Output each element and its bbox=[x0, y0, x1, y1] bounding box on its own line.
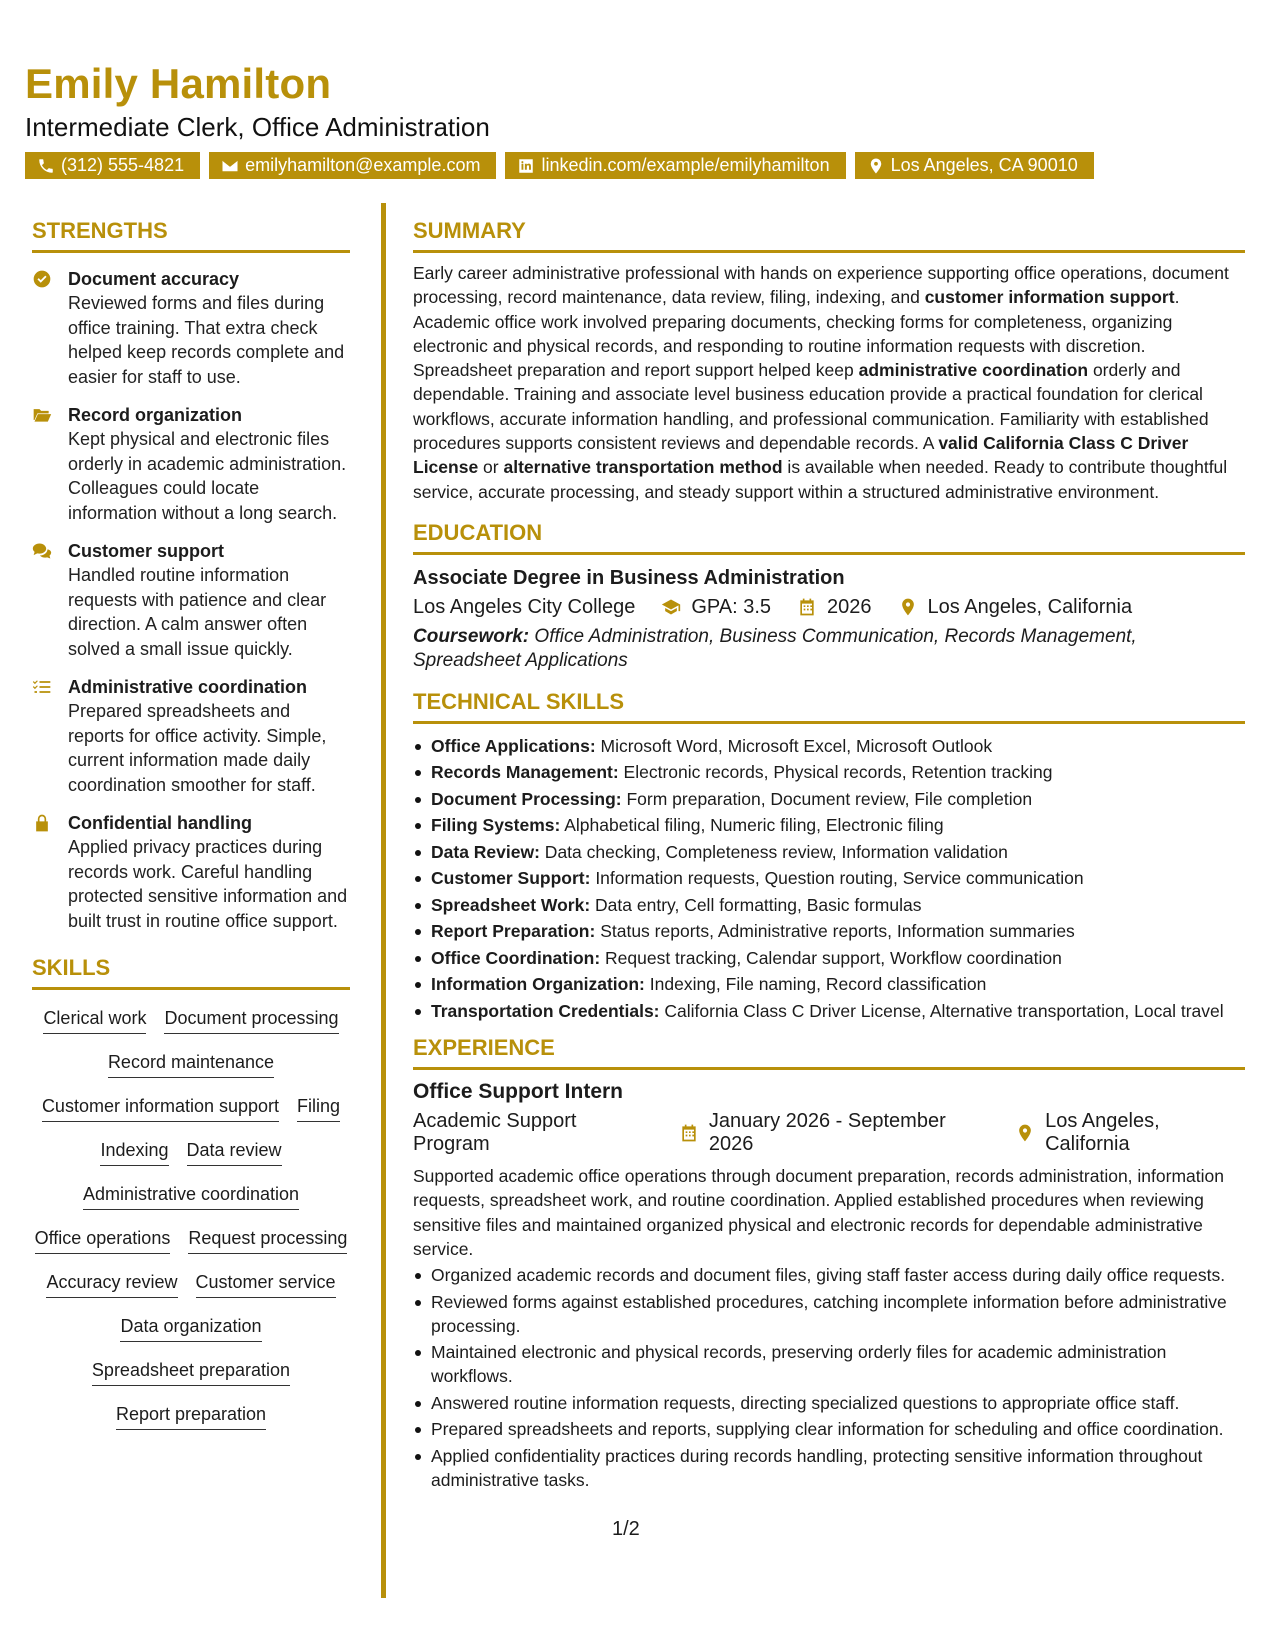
contact-linkedin-text: linkedin.com/example/emilyhamilton bbox=[541, 155, 830, 175]
check-circle-icon bbox=[32, 269, 52, 289]
strength-item bbox=[32, 403, 350, 525]
contact-phone-text: (312) 555-4821 bbox=[61, 155, 185, 175]
checklist-icon bbox=[32, 677, 52, 697]
list-item: Information Organization: Indexing, File naming, Record classification bbox=[413, 972, 1245, 996]
skill-tag: Office operations bbox=[35, 1226, 171, 1254]
education-school: Los Angeles City College bbox=[413, 595, 636, 618]
education-coursework: Coursework: Office Administration, Business Communication, Records Management, Spreadsheet Applications bbox=[413, 625, 1137, 671]
contact-location-text: Los Angeles, CA 90010 bbox=[890, 155, 1078, 175]
contact-linkedin[interactable] bbox=[505, 152, 845, 179]
education-heading: EDUCATION bbox=[413, 520, 1245, 555]
skill-tag: Accuracy review bbox=[46, 1270, 177, 1298]
list-item: Records Management: Electronic records, Physical records, Retention tracking bbox=[413, 760, 1245, 784]
chat-bubbles-icon bbox=[32, 541, 52, 561]
linkedin-icon bbox=[517, 157, 535, 175]
skill-tag: Customer service bbox=[196, 1270, 336, 1298]
list-item: Prepared spreadsheets and reports, supplying clear information for scheduling and office coordination. bbox=[413, 1417, 1245, 1441]
map-pin-icon bbox=[898, 597, 918, 617]
summary-text: Early career administrative professional with hands on experience supporting office operations, document processing, record maintenance, data review, filing, indexing, and customer information support. Academic office work involved preparing documents, checking forms for completeness, organizing electronic and physical records, and responding to routine information requests with discretion. Spreadsheet preparation and report support helped keep administrative coordination orderly and dependable. Training and associate level business education provide a practical foundation for clerical workflows, accurate information handling, and professional communication. Familiarity with established procedures supports consistent reviews and dependable records. A valid California Class C Driver License or alternative transportation method is available when needed. Ready to contribute thoughtful service, accurate processing, and steady support within a structured administrative environment. bbox=[413, 263, 1229, 502]
job-summary: Supported academic office operations through document preparation, records administration, information requests, spreadsheet work, and routine coordination. Applied established procedures when reviewing sensitive files and maintained organized physical and electronic records for dependable administrative service. bbox=[413, 1165, 1224, 1259]
skill-tag: Document processing bbox=[164, 1006, 338, 1034]
list-item: Report Preparation: Status reports, Administrative reports, Information summaries bbox=[413, 919, 1245, 943]
contact-email[interactable] bbox=[209, 152, 496, 179]
envelope-icon bbox=[221, 157, 239, 175]
left-column bbox=[32, 218, 350, 1430]
job-meta bbox=[413, 1110, 1245, 1156]
technical-skills-heading: TECHNICAL SKILLS bbox=[413, 689, 1245, 724]
calendar-icon bbox=[797, 597, 817, 617]
map-pin-icon bbox=[1015, 1123, 1035, 1143]
strength-title: Customer support bbox=[68, 541, 225, 561]
skills-list bbox=[32, 1006, 350, 1430]
list-item: Office Applications: Microsoft Word, Microsoft Excel, Microsoft Outlook bbox=[413, 734, 1245, 758]
strength-item bbox=[32, 539, 350, 661]
strength-desc: Reviewed forms and files during office training. That extra check helped keep records complete and easier for staff to use. bbox=[68, 293, 345, 387]
skill-tag: Request processing bbox=[188, 1226, 347, 1254]
list-item: Filing Systems: Alphabetical filing, Numeric filing, Electronic filing bbox=[413, 813, 1245, 837]
list-item: Data Review: Data checking, Completeness review, Information validation bbox=[413, 840, 1245, 864]
job-location: Los Angeles, California bbox=[1045, 1109, 1160, 1155]
skill-tag: Administrative coordination bbox=[83, 1182, 299, 1210]
skill-tag: Data organization bbox=[120, 1314, 261, 1342]
strength-title: Document accuracy bbox=[68, 269, 240, 289]
education-degree: Associate Degree in Business Administration bbox=[413, 566, 845, 589]
job-title: Office Support Intern bbox=[413, 1079, 623, 1103]
strength-desc: Applied privacy practices during records work. Careful handling protected sensitive information and built trust in routine office support. bbox=[68, 837, 348, 931]
strengths-heading: STRENGTHS bbox=[32, 218, 350, 253]
strength-desc: Handled routine information requests with patience and clear direction. A calm answer often solved a small issue quickly. bbox=[68, 565, 327, 659]
list-item: Office Coordination: Request tracking, Calendar support, Workflow coordination bbox=[413, 946, 1245, 970]
column-divider bbox=[381, 203, 386, 1598]
list-item: Organized academic records and document files, giving staff faster access during daily office requests. bbox=[413, 1263, 1245, 1287]
folder-open-icon bbox=[32, 405, 52, 425]
lock-icon bbox=[32, 813, 52, 833]
strength-desc: Prepared spreadsheets and reports for office activity. Simple, current information made daily coordination smoother for staff. bbox=[68, 701, 327, 795]
experience-heading: EXPERIENCE bbox=[413, 1035, 1245, 1070]
skill-tag: Report preparation bbox=[116, 1402, 266, 1430]
list-item: Customer Support: Information requests, Question routing, Service communication bbox=[413, 866, 1245, 890]
map-pin-icon bbox=[867, 157, 885, 175]
list-item: Spreadsheet Work: Data entry, Cell formatting, Basic formulas bbox=[413, 893, 1245, 917]
candidate-headline: Intermediate Clerk, Office Administration bbox=[25, 112, 490, 142]
list-item: Maintained electronic and physical records, preserving orderly files for academic administration workflows. bbox=[413, 1340, 1245, 1388]
list-item: Document Processing: Form preparation, Document review, File completion bbox=[413, 787, 1245, 811]
list-item: Reviewed forms against established procedures, catching incomplete information before administrative processing. bbox=[413, 1290, 1245, 1338]
education-location: Los Angeles, California bbox=[927, 595, 1133, 618]
calendar-icon bbox=[679, 1123, 699, 1143]
skill-tag: Indexing bbox=[100, 1138, 168, 1166]
skill-tag: Data review bbox=[187, 1138, 282, 1166]
skill-tag: Spreadsheet preparation bbox=[92, 1358, 290, 1386]
page-number: 1/2 bbox=[612, 1518, 640, 1540]
education-meta bbox=[413, 596, 1245, 619]
strength-item bbox=[32, 267, 350, 389]
job-dates: January 2026 - September 2026 bbox=[708, 1109, 946, 1155]
strength-title: Confidential handling bbox=[68, 813, 252, 833]
contact-location bbox=[855, 152, 1094, 179]
right-column bbox=[413, 218, 1245, 1494]
list-item: Applied confidentiality practices during records handling, protecting sensitive information throughout administrative tasks. bbox=[413, 1444, 1245, 1492]
strength-item bbox=[32, 675, 350, 797]
contact-phone[interactable] bbox=[25, 152, 200, 179]
skills-heading: SKILLS bbox=[32, 955, 350, 990]
technical-skills-list bbox=[413, 734, 1245, 1023]
job-bullets bbox=[413, 1263, 1245, 1492]
strength-title: Record organization bbox=[68, 405, 243, 425]
graduation-cap-icon bbox=[661, 597, 681, 617]
summary-heading: SUMMARY bbox=[413, 218, 1245, 253]
job-company: Academic Support Program bbox=[413, 1109, 577, 1155]
strength-title: Administrative coordination bbox=[68, 677, 308, 697]
phone-icon bbox=[37, 157, 55, 175]
candidate-name: Emily Hamilton bbox=[25, 60, 332, 107]
contact-bar bbox=[25, 152, 1094, 179]
skill-tag: Customer information support bbox=[42, 1094, 279, 1122]
strength-item bbox=[32, 811, 350, 933]
contact-email-text: emilyhamilton@example.com bbox=[245, 155, 481, 175]
education-gpa: GPA: 3.5 bbox=[691, 595, 772, 618]
list-item: Transportation Credentials: California Class C Driver License, Alternative transportation, Local travel bbox=[413, 999, 1245, 1023]
list-item: Answered routine information requests, directing specialized questions to appropriate office staff. bbox=[413, 1391, 1245, 1415]
education-year: 2026 bbox=[827, 595, 872, 618]
skill-tag: Filing bbox=[297, 1094, 340, 1122]
skill-tag: Clerical work bbox=[43, 1006, 146, 1034]
skill-tag: Record maintenance bbox=[108, 1050, 274, 1078]
strength-desc: Kept physical and electronic files orderly in academic administration. Colleagues could locate information without a long search. bbox=[68, 429, 347, 523]
